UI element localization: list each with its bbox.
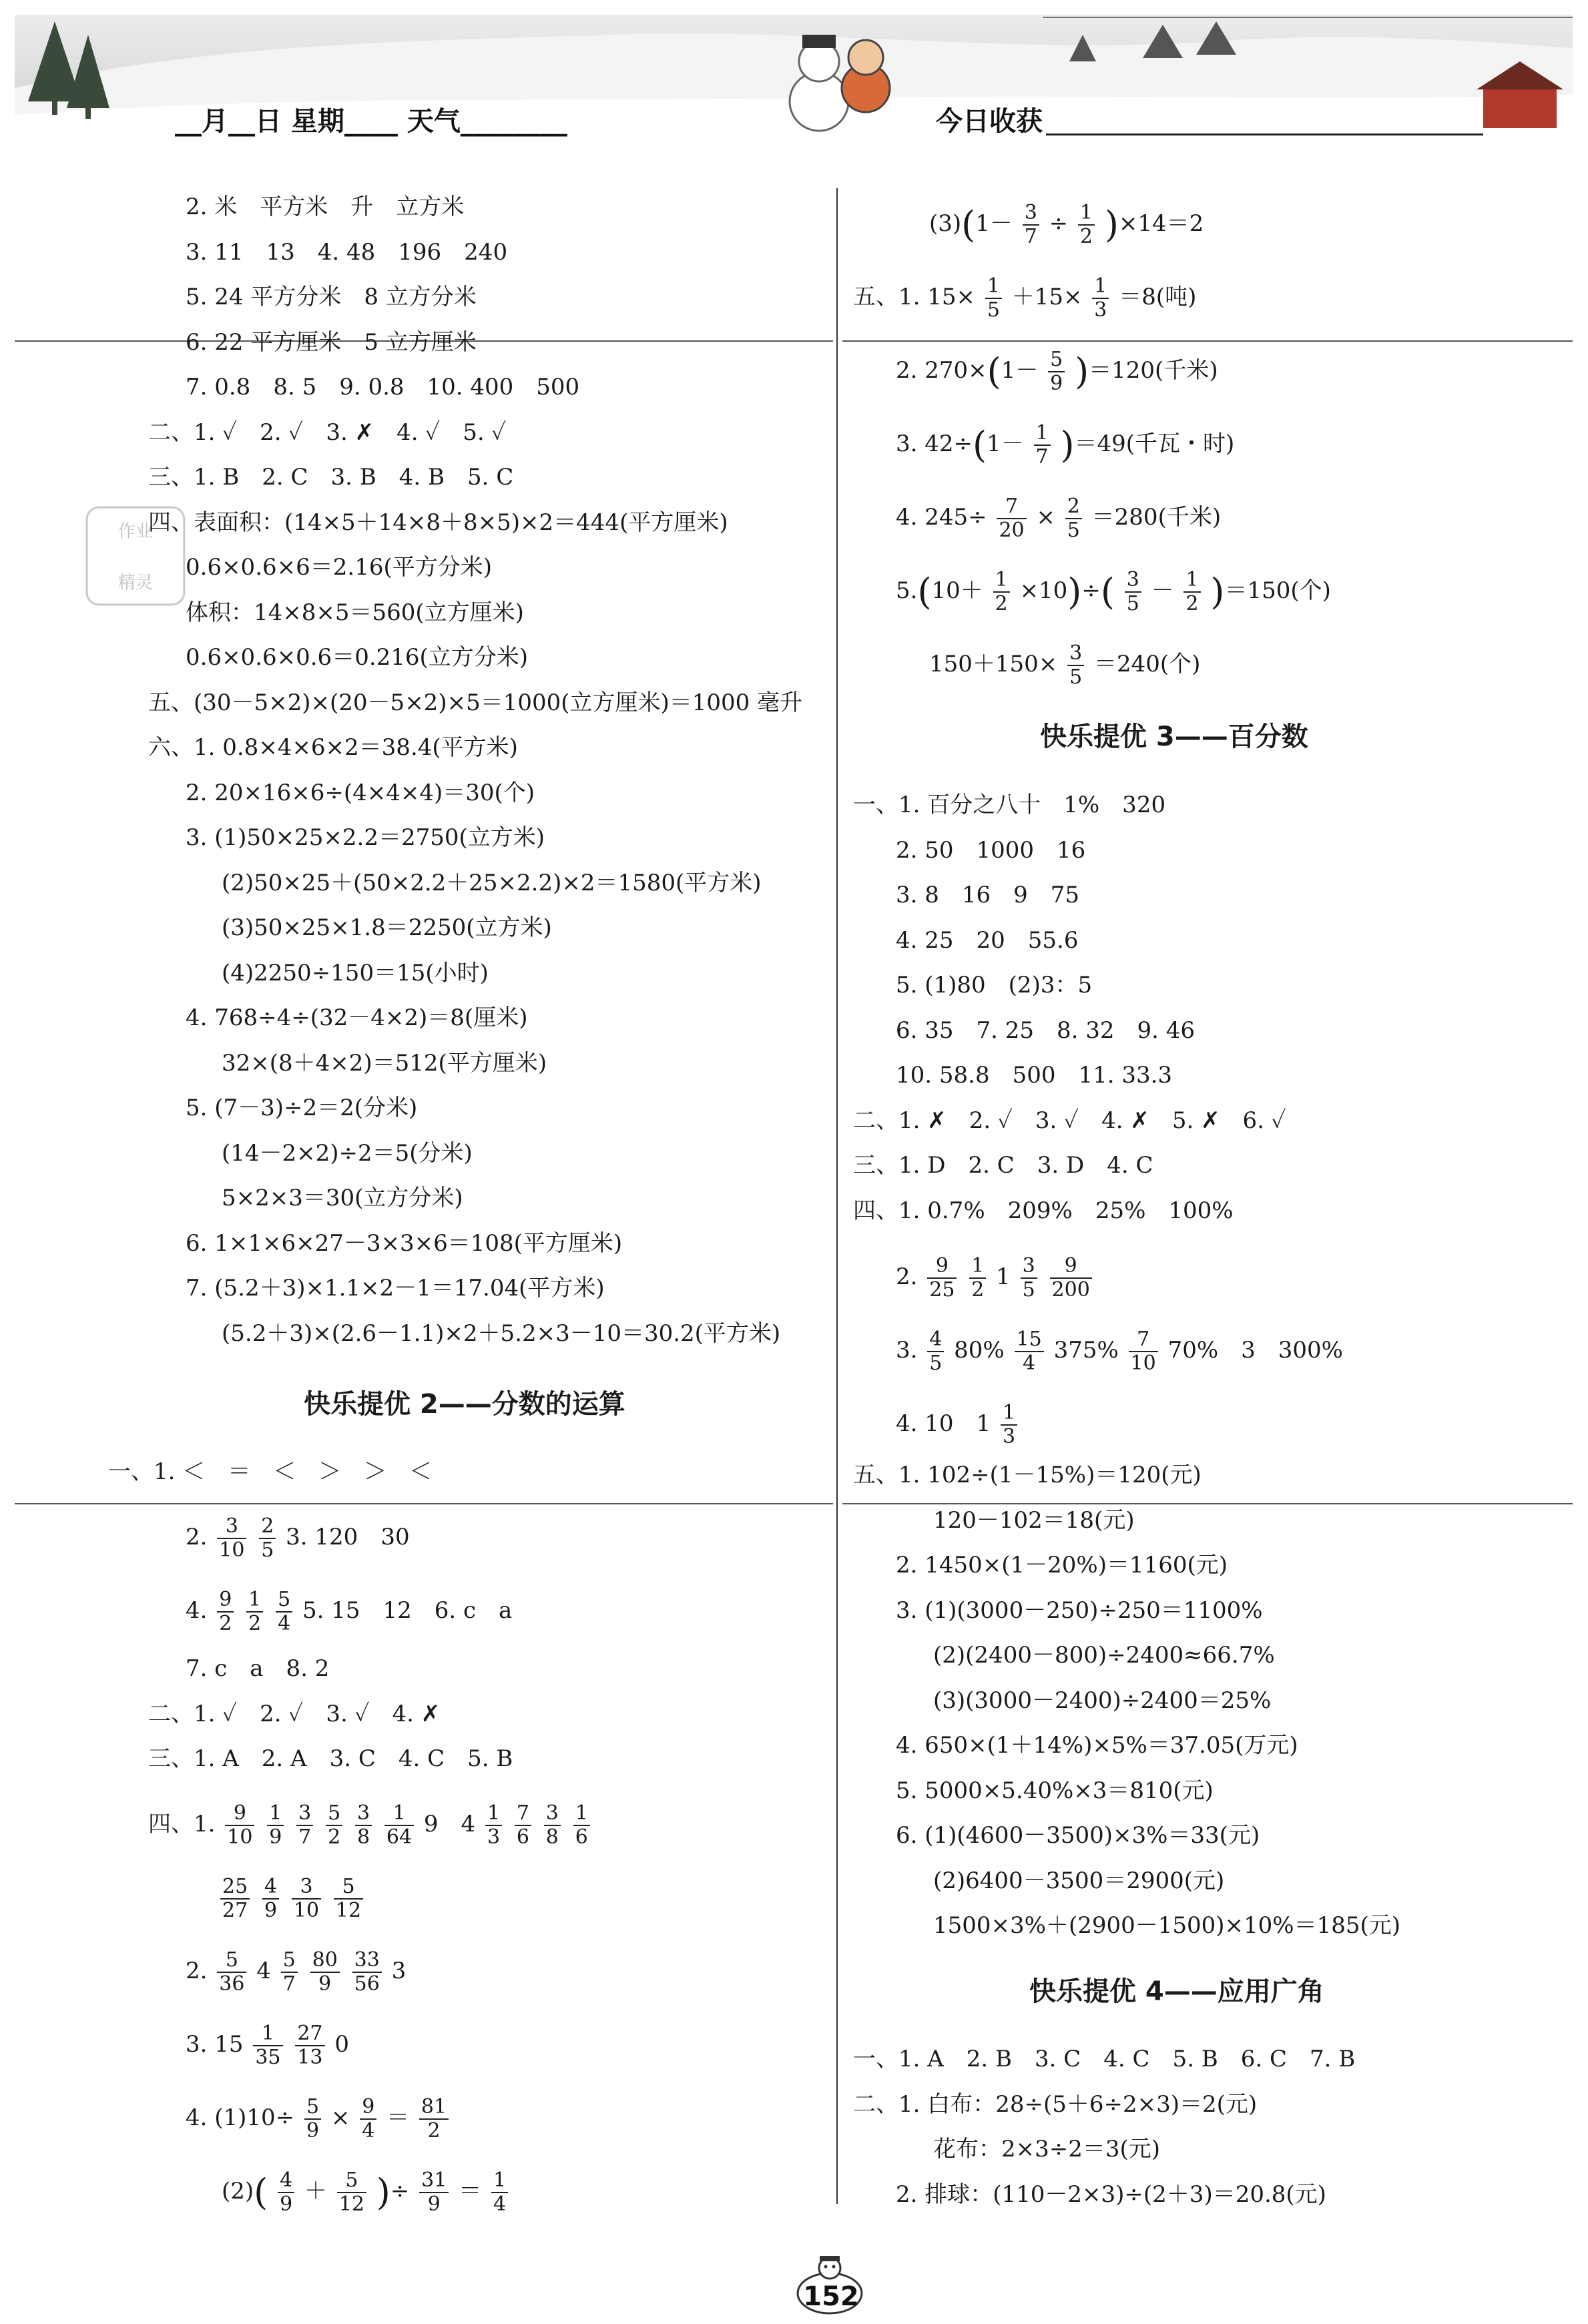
answer-line: 2. 270×(1－ $\frac{5}{9}$ )＝120(千米): [896, 348, 1218, 395]
answer-line: 7. 0.8 8. 5 9. 0.8 10. 400 500: [186, 374, 580, 400]
answer-line: 5. (1)80 (2)3：5: [896, 972, 1093, 998]
answer-line: (5.2＋3)×(2.6－1.1)×2＋5.2×3－10＝30.2(平方米): [222, 1320, 781, 1347]
answer-line: 三、1. B 2. C 3. B 4. B 5. C: [148, 464, 514, 491]
answer-line: (2)6400－3500＝2900(元): [933, 1867, 1225, 1894]
harvest-underline: [1046, 133, 1483, 135]
section-title: 快乐提优 2——分数的运算: [304, 1389, 625, 1420]
right-rule-2: [842, 1503, 1573, 1504]
answer-line: 4. 768÷4÷(32－4×2)＝8(厘米): [186, 1004, 528, 1031]
answer-line: (3)(3000－2400)÷2400＝25%: [933, 1687, 1272, 1714]
answer-line: 2. 50 1000 16: [896, 837, 1086, 864]
answer-line: 6. (1)(4600－3500)×3%＝33(元): [896, 1822, 1260, 1849]
answer-line: (14－2×2)÷2＝5(分米): [222, 1140, 473, 1167]
answer-line: (2)(2400－800)÷2400≈66.7%: [933, 1642, 1275, 1669]
answer-line: 2. 1450×(1－20%)＝1160(元): [896, 1552, 1228, 1578]
page-number: 152: [803, 2281, 859, 2312]
harvest-label: 今日收获: [936, 106, 1043, 137]
answer-line: 五、(30－5×2)×(20－5×2)×5＝1000(立方厘米)＝1000 毫升: [148, 689, 803, 716]
answer-line: (3)(1－ $\frac{3}{7}$ ÷ $\frac{1}{2}$ )×14＝2: [929, 201, 1204, 248]
answer-line: 二、1. 白布：28÷(5＋6÷2×3)＝2(元): [853, 2091, 1258, 2118]
right-rule-1: [842, 340, 1573, 342]
answer-line: 2. 排球：(110－2×3)÷(2＋3)＝20.8(元): [896, 2181, 1326, 2208]
answer-line: $\frac{25}{27}$ $\frac{4}{9}$ $\frac{3}{10}$ $\frac{5}{12}$: [218, 1875, 366, 1922]
answer-line: 4. 245÷ $\frac{7}{20}$ × $\frac{2}{5}$ ＝280(千米): [896, 495, 1222, 542]
answer-line: 3. $\frac{4}{5}$ 80% $\frac{15}{4}$ 375% $\frac{7}{10}$ 70% 3 300%: [896, 1328, 1343, 1375]
answer-line: 6. 35 7. 25 8. 32 9. 46: [896, 1017, 1196, 1044]
answer-line: 120－102＝18(元): [933, 1507, 1135, 1534]
answer-line: 3. 42÷(1－ $\frac{1}{7}$ )＝49(千瓦・时): [896, 421, 1235, 469]
answer-line: 二、1. ✓ 2. ✓ 3. ✓ 4. ✗: [148, 1701, 441, 1727]
answer-line: 四、1. 0.7% 209% 25% 100%: [853, 1197, 1234, 1224]
answer-line: 三、1. A 2. A 3. C 4. C 5. B: [148, 1745, 513, 1772]
answer-line: 五、1. 102÷(1－15%)＝120(元): [853, 1462, 1202, 1488]
answer-line: (3)50×25×1.8＝2250(立方米): [222, 914, 552, 941]
answer-line: 5.(10＋ $\frac{1}{2}$ ×10)÷( $\frac{3}{5}$ － $\frac{1}{2}$ )＝150(个): [896, 568, 1331, 615]
answer-line: 6. 22 平方厘米 5 立方厘米: [186, 329, 477, 356]
answer-line: (2)( $\frac{4}{9}$ ＋ $\frac{5}{12}$ )÷ $\frac{31}{9}$ ＝ $\frac{1}{4}$: [222, 2169, 511, 2216]
answer-line: 2. $\frac{9}{25}$ $\frac{1}{2}$ 1 $\frac{3}{5}$ $\frac{9}{200}$: [896, 1255, 1095, 1301]
answer-line: 5. (7－3)÷2＝2(分米): [186, 1095, 418, 1121]
answer-line: 4. 10 1 $\frac{1}{3}$: [896, 1402, 1020, 1448]
snow-landscape-illustration: [15, 15, 1573, 163]
answer-line: 150＋150× $\frac{3}{5}$ ＝240(个): [929, 641, 1201, 689]
answer-line: 花布：2×3÷2＝3(元): [933, 2136, 1161, 2162]
answer-line: 2. $\frac{3}{10}$ $\frac{2}{5}$ 3. 120 30: [186, 1514, 410, 1562]
answer-line: 一、1. A 2. B 3. C 4. C 5. B 6. C 7. B: [853, 2046, 1356, 2072]
section-title: 快乐提优 3——百分数: [1040, 721, 1308, 752]
answer-line: 4. (1)10÷ $\frac{5}{9}$ × $\frac{9}{4}$ ＝ $\frac{81}{2}$: [186, 2096, 451, 2142]
answer-line: 2. 20×16×6÷(4×4×4)＝30(个): [186, 780, 535, 806]
answer-line: 二、1. ✓ 2. ✓ 3. ✗ 4. ✓ 5. ✓: [148, 419, 507, 446]
section-title: 快乐提优 4——应用广角: [1029, 1976, 1324, 2007]
answer-line: 5. 5000×5.40%×3＝810(元): [896, 1777, 1214, 1804]
answer-line: 0.6×0.6×6＝2.16(平方分米): [186, 554, 492, 581]
answer-line: (2)50×25＋(50×2.2＋25×2.2)×2＝1580(平方米): [222, 870, 762, 896]
date-weather-label: __月__日 星期____ 天气________: [175, 106, 567, 137]
answer-line: 3. 11 13 4. 48 196 240: [186, 239, 508, 266]
answer-line: 四、1. $\frac{9}{10}$ $\frac{1}{9}$ $\frac{3}{7}$ $\frac{5}{2}$ $\frac{3}{8}$ $\frac{1}{64}$ 9 4 $\frac{1}{3}$ $\frac{7}{6}$ $\frac{3}{8}$ $\frac{1}{6}$: [148, 1802, 593, 1849]
answer-line: 7. (5.2＋3)×1.1×2－1＝17.04(平方米): [186, 1275, 605, 1301]
answer-line: 1500×3%＋(2900－1500)×10%＝185(元): [933, 1912, 1401, 1939]
left-rule-2: [15, 1503, 833, 1504]
answer-line: 3. 8 16 9 75: [896, 882, 1080, 908]
answer-line: 五、1. 15× $\frac{1}{5}$ ＋15× $\frac{1}{3}$ ＝8(吨): [853, 274, 1197, 322]
answer-line: 2. 米 平方米 升 立方米: [186, 194, 465, 220]
answer-line: 4. 650×(1＋14%)×5%＝37.05(万元): [896, 1732, 1298, 1759]
svg-text:作业: 作业: [117, 521, 154, 542]
answer-line: 3. (1)50×25×2.2＝2750(立方米): [186, 824, 545, 851]
answer-line: 二、1. ✗ 2. ✓ 3. ✓ 4. ✗ 5. ✗ 6. ✓: [853, 1107, 1286, 1134]
svg-text:精灵: 精灵: [117, 573, 154, 593]
answer-line: 10. 58.8 500 11. 33.3: [896, 1062, 1173, 1089]
answer-line: 六、1. 0.8×4×6×2＝38.4(平方米): [148, 734, 518, 761]
answer-line: 5. 24 平方分米 8 立方分米: [186, 284, 477, 310]
answer-line: 3. (1)(3000－250)÷250＝1100%: [896, 1597, 1263, 1624]
answer-line: 6. 1×1×6×27－3×3×6＝108(平方厘米): [186, 1230, 623, 1257]
answer-line: 7. c a 8. 2: [186, 1655, 330, 1682]
answer-line: 一、1. 百分之八十 1% 320: [853, 792, 1166, 818]
page-header: [15, 15, 1573, 163]
column-divider: [836, 188, 838, 2204]
answer-line: 0.6×0.6×0.6＝0.216(立方分米): [186, 644, 529, 671]
answer-line: 3. 15 $\frac{1}{35}$ $\frac{27}{13}$ 0: [186, 2022, 349, 2069]
answer-line: 4. $\frac{9}{2}$ $\frac{1}{2}$ $\frac{5}{4}$ 5. 15 12 6. c a: [186, 1588, 513, 1635]
answer-line: 4. 25 20 55.6: [896, 927, 1079, 954]
answer-line: 2. $\frac{5}{36}$ 4 $\frac{5}{7}$ $\frac{80}{9}$ $\frac{33}{56}$ 3: [186, 1948, 407, 1996]
answer-line: (4)2250÷150＝15(小时): [222, 960, 489, 986]
answer-line: 三、1. D 2. C 3. D 4. C: [853, 1152, 1153, 1179]
answer-line: 5×2×3＝30(立方分米): [222, 1185, 463, 1211]
answer-line: 32×(8＋4×2)＝512(平方厘米): [222, 1050, 547, 1077]
answer-line: 一、1. ＜ ＝ ＜ ＞ ＞ ＜: [108, 1458, 433, 1485]
answer-line: 四、表面积：(14×5＋14×8＋8×5)×2＝444(平方厘米): [148, 509, 728, 536]
answer-line: 体积：14×8×5＝560(立方厘米): [186, 599, 524, 626]
